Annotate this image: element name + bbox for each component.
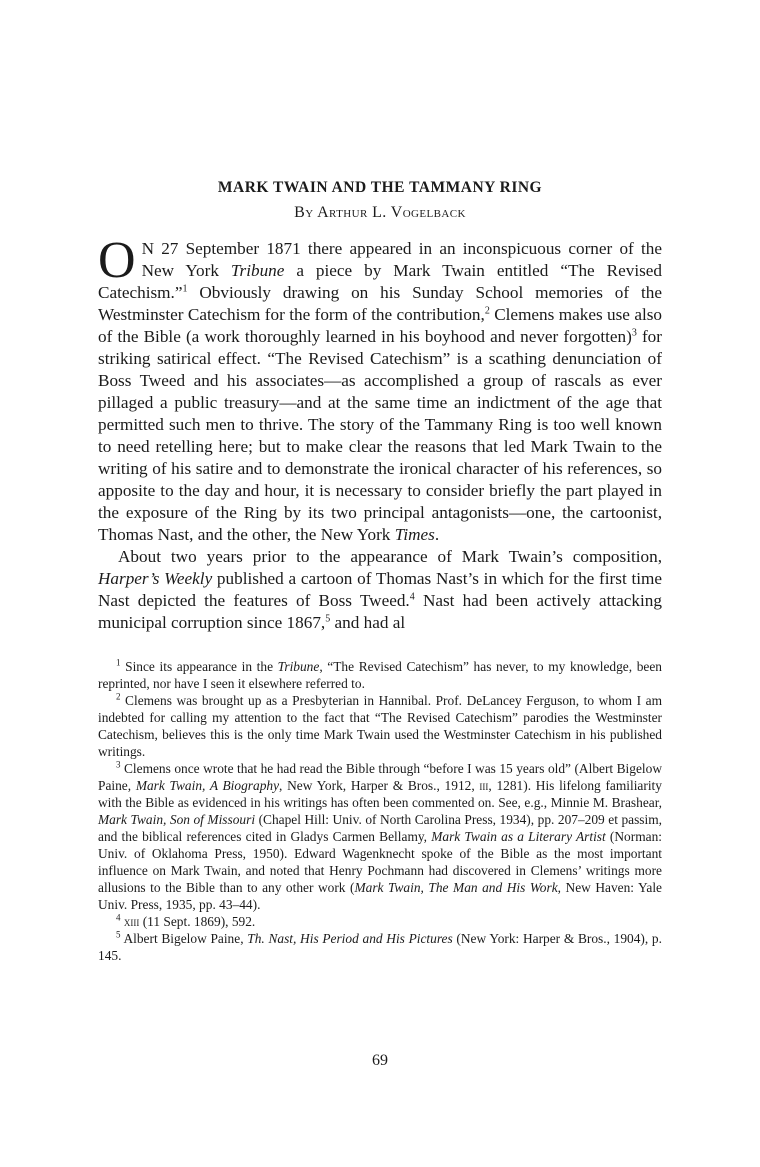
text-run: for striking satirical effect. “The Revised Catechism” is a scathing denunciation of Boss Tweed and his associates—as accomplished a group of rascals as ever pillaged a public treasury—and at the same time an indictment of the age that permitted such men to thrive. The story of the Tammany Ring is too well known to need retelling here; but to make clear the reasons that led Mark Twain to the writing of his satire and to demonstrate the ironical character of his references, so apposite to the day and hour, it is necessary to consider briefly the part played in the exposure of the Ring by its two principal antagonists—one, the cartoonist, Thomas Nast, and the other, the New York bbox=[98, 327, 662, 544]
text-run: N 27 September 1871 there appeared in an inconspicuous corner of the New York bbox=[141, 239, 662, 280]
small-caps-run: iii bbox=[479, 778, 489, 793]
italic-run: Th. Nast, His Period and His Pictures bbox=[247, 931, 453, 946]
footnote-mark: 2 bbox=[116, 691, 121, 702]
article-body bbox=[98, 232, 663, 634]
text-run: Clemens was brought up as a Presbyterian in Hannibal. Prof. DeLancey Ferguson, to whom I am indebted for calling my attention to the fact that “The Revised Catechism” parodies the Westminster Catechism, believes this is the only time Mark Twain used the Westminster Catechism in his published writings. bbox=[98, 693, 662, 759]
italic-run: Mark Twain, The Man and His Work bbox=[354, 880, 558, 895]
article bbox=[98, 176, 662, 964]
text-run: Obviously drawing on his Sunday School memories of the Westminster Catechism for the form of the contribution, bbox=[98, 283, 662, 324]
page-number: 69 bbox=[372, 1052, 388, 1069]
footnote-mark: 5 bbox=[116, 929, 121, 940]
paragraph-1 bbox=[98, 232, 663, 546]
text-run: About two years prior to the appearance of Mark Twain’s composition, bbox=[118, 547, 662, 566]
footnotes bbox=[98, 658, 662, 964]
footnote-mark: 3 bbox=[116, 759, 121, 770]
text-run: Clemens makes use also of the Bible (a work thoroughly learned in his boyhood and never forgotten) bbox=[98, 305, 663, 346]
footnote-5 bbox=[98, 930, 662, 964]
footnote-mark: 4 bbox=[116, 912, 121, 923]
text-run: , 1281). His lifelong familiarity with the Bible as evidenced in his writings has often been commented on. See, e.g., Minnie M. Brashear, bbox=[98, 778, 662, 810]
footnote-4 bbox=[98, 913, 662, 930]
drop-cap: O bbox=[98, 232, 136, 289]
italic-run: Harper’s Weekly bbox=[98, 569, 213, 588]
footnote-ref: 5 bbox=[325, 613, 331, 625]
footnote-3 bbox=[98, 760, 662, 913]
footnote-2 bbox=[98, 692, 662, 760]
text-run: , New Haven: Yale Univ. Press, 1935, pp. 43–44). bbox=[98, 880, 662, 912]
small-caps-run: xiii bbox=[123, 914, 140, 929]
text-run: Clemens once wrote that he had read the Bible through “before I was 15 years old” (Albert Bigelow Paine, bbox=[98, 761, 662, 793]
italic-run: Times bbox=[394, 525, 435, 544]
article-title: MARK TWAIN AND THE TAMMANY RING bbox=[217, 179, 543, 196]
text-run: , “The Revised Catechism” has never, to my knowledge, been reprinted, nor have I seen it elsewhere referred to. bbox=[98, 659, 662, 691]
footnote-mark: 1 bbox=[116, 657, 121, 668]
italic-run: Mark Twain as a Literary Artist bbox=[431, 829, 606, 844]
text-run: Since its appearance in the bbox=[120, 659, 278, 674]
text-run: , New York, Harper & Bros., 1912, bbox=[279, 778, 480, 793]
italic-run: Mark Twain, A Biography bbox=[135, 778, 280, 793]
paragraph-2 bbox=[98, 546, 662, 634]
text-run: (11 Sept. 1869), 592. bbox=[139, 914, 256, 929]
footnote-ref: 3 bbox=[631, 327, 637, 339]
italic-run: Tribune bbox=[277, 659, 320, 674]
footnote-ref: 1 bbox=[182, 283, 188, 295]
text-run: (Chapel Hill: Univ. of North Carolina Press, 1934), pp. 207–209 et passim, and the biblical references cited in Gladys Carmen Bellamy, bbox=[98, 812, 662, 844]
text-run: (Norman: Univ. of Oklahoma Press, 1950). Edward Wagenknecht spoke of the Bible as the most important influence on Mark Twain, and noted that Henry Pochmann had discovered in Clemens’ writings more allusions to the Bible than to any other work ( bbox=[98, 829, 662, 895]
text-run: (New York: Harper & Bros., 1904), p. 145. bbox=[98, 931, 662, 963]
footnote-ref: 2 bbox=[484, 305, 490, 317]
text-run: . bbox=[434, 525, 440, 544]
article-byline: By Arthur L. Vogelback bbox=[294, 204, 466, 221]
text-run: published a cartoon of Thomas Nast’s in which for the first time Nast depicted the features of Boss Tweed. bbox=[98, 569, 662, 610]
footnote-ref: 4 bbox=[409, 591, 415, 603]
italic-run: Tribune bbox=[230, 261, 285, 280]
text-run: Nast had been actively attacking municipal corruption since 1867, bbox=[98, 591, 662, 632]
italic-run: Mark Twain, Son of Missouri bbox=[98, 812, 256, 827]
footnote-1 bbox=[98, 658, 662, 692]
text-run: a piece by Mark Twain entitled “The Revised Catechism.” bbox=[98, 261, 663, 302]
text-run: and had al bbox=[330, 613, 406, 632]
text-run: Albert Bigelow Paine, bbox=[120, 931, 248, 946]
